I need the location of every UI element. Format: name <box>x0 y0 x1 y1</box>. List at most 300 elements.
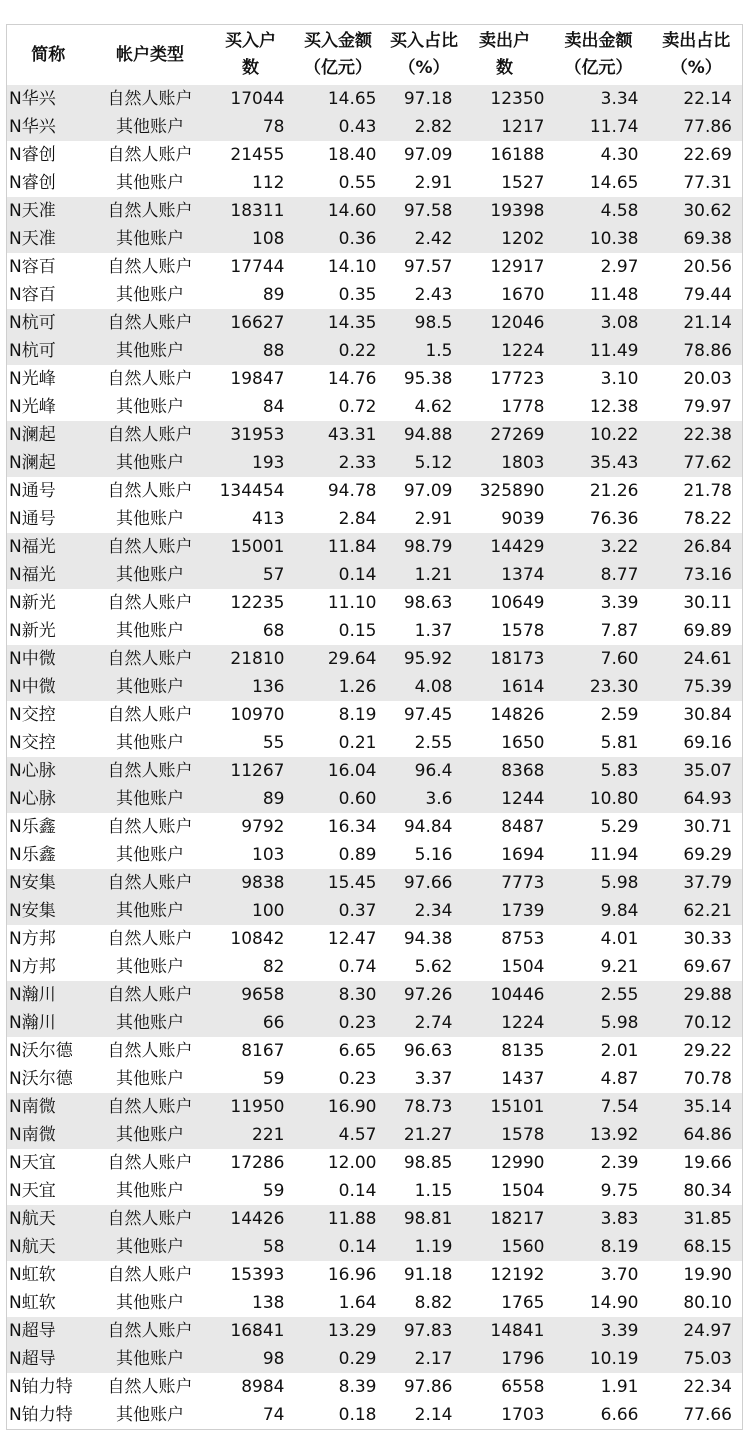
cell-sell-share: 31.85 <box>651 1205 743 1233</box>
cell-short-name: N铂力特 <box>9 1405 73 1425</box>
cell-sell-amount: 11.74 <box>547 113 651 141</box>
table-row <box>7 85 743 113</box>
cell-buy-accounts: 11267 <box>211 757 291 785</box>
cell-sell-share: 30.33 <box>683 929 732 949</box>
cell-buy-share: 94.84 <box>403 817 453 837</box>
cell-sell-accounts: 1504 <box>501 1181 545 1201</box>
table-row <box>7 701 743 729</box>
cell-short-name: N南微 <box>7 1093 90 1121</box>
cell-sell-accounts: 1244 <box>463 785 547 813</box>
cell-buy-accounts: 59 <box>262 1069 285 1089</box>
table-row <box>7 1065 743 1093</box>
cell-sell-accounts: 1224 <box>463 337 547 365</box>
cell-sell-share: 80.34 <box>683 1181 732 1201</box>
table-row <box>7 1149 743 1177</box>
header-sell-amount-line-1: 卖出金额 <box>564 31 633 51</box>
table-row <box>7 281 743 309</box>
cell-buy-share: 97.66 <box>386 869 463 897</box>
table-row <box>7 1037 743 1065</box>
cell-short-name: N澜起 <box>7 449 90 477</box>
cell-sell-amount: 12.38 <box>589 397 639 417</box>
cell-buy-amount: 0.35 <box>338 285 377 305</box>
cell-buy-accounts: 31953 <box>211 421 291 449</box>
cell-buy-amount: 1.26 <box>291 673 386 701</box>
cell-sell-share: 69.29 <box>683 845 732 865</box>
cell-buy-amount: 0.14 <box>291 561 386 589</box>
cell-short-name: N福光 <box>7 533 90 561</box>
cell-buy-amount: 0.18 <box>338 1405 377 1425</box>
cell-short-name: N中微 <box>7 645 90 673</box>
cell-buy-amount: 0.55 <box>338 173 377 193</box>
cell-buy-accounts: 21810 <box>211 645 291 673</box>
cell-short-name: N安集 <box>7 869 90 897</box>
cell-short-name: N虹软 <box>9 1293 56 1313</box>
cell-short-name: N航天 <box>7 1233 90 1261</box>
cell-buy-accounts: 11950 <box>211 1093 291 1121</box>
cell-sell-share: 30.11 <box>683 593 732 613</box>
cell-sell-amount: 76.36 <box>589 509 639 529</box>
cell-account-type: 自然人账户 <box>107 481 193 501</box>
header-sell-amount-line-2: （亿元） <box>564 58 633 78</box>
cell-buy-share: 95.92 <box>386 645 463 673</box>
cell-sell-amount: 5.98 <box>547 869 651 897</box>
cell-buy-share: 98.79 <box>386 533 463 561</box>
cell-short-name: N心脉 <box>7 757 90 785</box>
cell-short-name: N睿创 <box>9 173 56 193</box>
cell-sell-share: 64.93 <box>651 785 743 813</box>
header-buy-amount-line-2: （亿元） <box>304 58 372 78</box>
cell-sell-accounts: 1796 <box>463 1345 547 1373</box>
cell-sell-accounts: 1778 <box>501 397 545 417</box>
cell-buy-amount: 0.23 <box>291 1009 386 1037</box>
cell-buy-accounts: 58 <box>211 1233 291 1261</box>
table-row <box>7 1373 743 1401</box>
cell-buy-share: 91.18 <box>403 1265 453 1285</box>
cell-sell-accounts: 325890 <box>479 481 545 501</box>
cell-buy-accounts: 15393 <box>230 1265 285 1285</box>
cell-sell-accounts: 10649 <box>490 593 545 613</box>
cell-sell-accounts: 1504 <box>501 957 545 977</box>
cell-buy-amount: 29.64 <box>291 645 386 673</box>
cell-sell-share: 22.14 <box>651 85 743 113</box>
cell-account-type: 自然人账户 <box>107 1153 193 1173</box>
cell-sell-amount: 4.01 <box>600 929 639 949</box>
cell-buy-share: 97.45 <box>403 705 453 725</box>
table-row <box>7 449 743 477</box>
cell-sell-share: 21.14 <box>651 309 743 337</box>
cell-buy-accounts: 82 <box>262 957 285 977</box>
cell-short-name: N中微 <box>7 673 90 701</box>
cell-buy-amount: 0.43 <box>291 113 386 141</box>
cell-buy-accounts: 9838 <box>211 869 291 897</box>
cell-sell-amount: 8.77 <box>547 561 651 589</box>
cell-sell-accounts: 27269 <box>463 421 547 449</box>
cell-buy-share: 2.43 <box>414 285 453 305</box>
cell-sell-accounts: 14826 <box>490 705 545 725</box>
table-row <box>7 421 743 449</box>
cell-buy-accounts: 74 <box>262 1405 285 1425</box>
cell-sell-accounts: 1217 <box>463 113 547 141</box>
cell-account-type: 其他账户 <box>90 1345 211 1373</box>
cell-sell-accounts: 1739 <box>463 897 547 925</box>
cell-account-type: 自然人账户 <box>90 757 211 785</box>
cell-buy-accounts: 15001 <box>211 533 291 561</box>
cell-account-type: 自然人账户 <box>90 309 211 337</box>
cell-buy-share: 8.82 <box>414 1293 453 1313</box>
cell-sell-amount: 10.80 <box>547 785 651 813</box>
cell-sell-amount: 5.81 <box>600 733 639 753</box>
header-short-name <box>7 25 90 86</box>
cell-buy-accounts: 78 <box>211 113 291 141</box>
cell-sell-share: 70.78 <box>683 1069 732 1089</box>
cell-buy-accounts: 134454 <box>219 481 285 501</box>
cell-buy-amount: 0.23 <box>338 1069 377 1089</box>
cell-account-type: 其他账户 <box>116 285 184 305</box>
cell-buy-amount: 14.65 <box>291 85 386 113</box>
cell-buy-share: 97.86 <box>403 1377 453 1397</box>
header-sell-amount <box>547 25 651 86</box>
table-row <box>7 1009 743 1037</box>
cell-short-name: N光峰 <box>9 369 56 389</box>
cell-buy-accounts: 9792 <box>241 817 285 837</box>
cell-buy-amount: 6.65 <box>338 1041 377 1061</box>
cell-account-type: 自然人账户 <box>90 645 211 673</box>
cell-sell-share: 77.86 <box>651 113 743 141</box>
cell-short-name: N南微 <box>7 1121 90 1149</box>
cell-sell-accounts: 1527 <box>501 173 545 193</box>
cell-buy-accounts: 9658 <box>211 981 291 1009</box>
cell-short-name: N睿创 <box>9 145 56 165</box>
header-buy-share-line-2: （%） <box>398 58 450 78</box>
cell-buy-share: 98.85 <box>403 1153 453 1173</box>
cell-buy-accounts: 413 <box>252 509 285 529</box>
cell-short-name: N华兴 <box>7 85 90 113</box>
cell-buy-amount: 0.14 <box>291 1233 386 1261</box>
cell-sell-amount: 7.60 <box>547 645 651 673</box>
cell-buy-share: 94.88 <box>386 421 463 449</box>
header-sell-accounts-line-2: 数 <box>496 58 513 78</box>
header-buy-accounts-line-1: 买入户 <box>225 31 276 51</box>
cell-short-name: N心脉 <box>7 785 90 813</box>
cell-account-type: 自然人账户 <box>90 981 211 1009</box>
cell-sell-share: 35.07 <box>651 757 743 785</box>
cell-account-type: 自然人账户 <box>107 369 193 389</box>
cell-sell-share: 70.12 <box>651 1009 743 1037</box>
cell-sell-share: 19.90 <box>683 1265 732 1285</box>
cell-account-type: 自然人账户 <box>107 593 193 613</box>
cell-account-type: 自然人账户 <box>90 197 211 225</box>
cell-buy-share: 95.38 <box>403 369 453 389</box>
cell-sell-accounts: 12917 <box>490 257 545 277</box>
header-row <box>7 25 743 86</box>
cell-sell-accounts: 1694 <box>501 845 545 865</box>
cell-buy-accounts: 98 <box>211 1345 291 1373</box>
cell-sell-share: 35.14 <box>651 1093 743 1121</box>
cell-sell-accounts: 16188 <box>490 145 545 165</box>
cell-sell-share: 22.69 <box>683 145 732 165</box>
cell-buy-share: 3.37 <box>414 1069 453 1089</box>
cell-account-type: 其他账户 <box>90 225 211 253</box>
header-buy-share <box>386 25 463 86</box>
table-row <box>7 813 743 841</box>
cell-sell-accounts: 14429 <box>463 533 547 561</box>
cell-buy-share: 97.83 <box>386 1317 463 1345</box>
cell-sell-amount: 2.97 <box>600 257 639 277</box>
cell-short-name: N超导 <box>7 1345 90 1373</box>
cell-sell-amount: 3.10 <box>600 369 639 389</box>
table-row <box>7 477 743 505</box>
cell-sell-amount: 7.54 <box>547 1093 651 1121</box>
cell-sell-share: 24.97 <box>651 1317 743 1345</box>
cell-sell-accounts: 18217 <box>463 1205 547 1233</box>
cell-sell-amount: 3.08 <box>547 309 651 337</box>
header-sell-accounts <box>463 25 547 86</box>
cell-account-type: 其他账户 <box>90 113 211 141</box>
cell-buy-accounts: 57 <box>211 561 291 589</box>
cell-buy-amount: 2.33 <box>291 449 386 477</box>
cell-sell-accounts: 12350 <box>463 85 547 113</box>
cell-sell-amount: 4.30 <box>600 145 639 165</box>
table-row <box>7 897 743 925</box>
cell-buy-amount: 0.14 <box>338 1181 377 1201</box>
cell-sell-amount: 5.98 <box>547 1009 651 1037</box>
cell-buy-amount: 0.15 <box>338 621 377 641</box>
cell-short-name: N通号 <box>9 509 56 529</box>
cell-buy-amount: 2.84 <box>338 509 377 529</box>
cell-buy-share: 3.6 <box>386 785 463 813</box>
cell-buy-share: 97.09 <box>403 145 453 165</box>
cell-buy-amount: 8.30 <box>291 981 386 1009</box>
cell-short-name: N乐鑫 <box>9 817 56 837</box>
cell-buy-amount: 0.72 <box>338 397 377 417</box>
table-row <box>7 393 743 421</box>
cell-account-type: 自然人账户 <box>107 705 193 725</box>
table-row <box>7 365 743 393</box>
cell-buy-share: 1.5 <box>386 337 463 365</box>
cell-buy-accounts: 10842 <box>230 929 285 949</box>
table-row <box>7 1401 743 1430</box>
cell-buy-share: 2.55 <box>414 733 453 753</box>
cell-buy-amount: 0.36 <box>291 225 386 253</box>
cell-short-name: N交控 <box>9 733 56 753</box>
cell-buy-accounts: 112 <box>252 173 285 193</box>
cell-buy-share: 97.18 <box>386 85 463 113</box>
cell-buy-accounts: 100 <box>211 897 291 925</box>
table-row <box>7 869 743 897</box>
header-short-name-line-1: 简称 <box>31 44 66 65</box>
cell-short-name: N新光 <box>9 621 56 641</box>
cell-account-type: 其他账户 <box>116 1293 184 1313</box>
cell-sell-amount: 3.39 <box>547 1317 651 1345</box>
cell-short-name: N方邦 <box>9 957 56 977</box>
cell-short-name: N光峰 <box>9 397 56 417</box>
cell-sell-amount: 7.87 <box>600 621 639 641</box>
cell-account-type: 自然人账户 <box>107 1041 193 1061</box>
cell-buy-share: 4.62 <box>414 397 453 417</box>
cell-account-type: 自然人账户 <box>107 1265 193 1285</box>
table-row <box>7 617 743 645</box>
cell-account-type: 其他账户 <box>90 561 211 589</box>
cell-account-type: 其他账户 <box>90 449 211 477</box>
cell-buy-amount: 12.00 <box>327 1153 377 1173</box>
cell-short-name: N天宜 <box>9 1181 56 1201</box>
cell-sell-share: 20.56 <box>683 257 732 277</box>
cell-sell-share: 77.31 <box>683 173 732 193</box>
cell-sell-accounts: 17723 <box>490 369 545 389</box>
table-row <box>7 1177 743 1205</box>
cell-sell-amount: 4.87 <box>600 1069 639 1089</box>
table-row <box>7 589 743 617</box>
cell-sell-accounts: 1224 <box>463 1009 547 1037</box>
header-buy-accounts-line-2: 数 <box>242 58 259 78</box>
table-row <box>7 561 743 589</box>
table-row <box>7 141 743 169</box>
cell-sell-share: 29.88 <box>651 981 743 1009</box>
cell-buy-share: 2.91 <box>414 173 453 193</box>
cell-sell-share: 29.22 <box>683 1041 732 1061</box>
cell-sell-accounts: 1670 <box>501 285 545 305</box>
cell-buy-amount: 11.88 <box>291 1205 386 1233</box>
cell-account-type: 其他账户 <box>90 1009 211 1037</box>
header-sell-share <box>651 25 743 86</box>
cell-sell-share: 69.67 <box>683 957 732 977</box>
table-row <box>7 925 743 953</box>
cell-account-type: 自然人账户 <box>90 1317 211 1345</box>
table-row <box>7 1093 743 1121</box>
cell-short-name: N澜起 <box>7 421 90 449</box>
cell-buy-amount: 0.21 <box>338 733 377 753</box>
cell-buy-share: 97.58 <box>386 197 463 225</box>
cell-account-type: 自然人账户 <box>107 257 193 277</box>
cell-account-type: 其他账户 <box>116 845 184 865</box>
cell-buy-accounts: 17744 <box>230 257 285 277</box>
cell-sell-share: 68.15 <box>651 1233 743 1261</box>
cell-sell-share: 77.66 <box>683 1405 732 1425</box>
header-buy-amount-line-1: 买入金额 <box>304 31 372 51</box>
cell-sell-share: 69.16 <box>683 733 732 753</box>
cell-buy-accounts: 14426 <box>211 1205 291 1233</box>
cell-short-name: N容百 <box>9 257 56 277</box>
cell-short-name: N华兴 <box>7 113 90 141</box>
table-row <box>7 337 743 365</box>
cell-buy-amount: 0.60 <box>291 785 386 813</box>
cell-sell-amount: 10.38 <box>547 225 651 253</box>
cell-sell-amount: 11.94 <box>589 845 639 865</box>
cell-sell-amount: 9.84 <box>547 897 651 925</box>
cell-sell-accounts: 6558 <box>501 1377 545 1397</box>
cell-buy-accounts: 221 <box>211 1121 291 1149</box>
cell-buy-amount: 14.10 <box>327 257 377 277</box>
cell-buy-accounts: 193 <box>211 449 291 477</box>
cell-buy-amount: 0.74 <box>338 957 377 977</box>
cell-sell-amount: 13.92 <box>547 1121 651 1149</box>
cell-account-type: 其他账户 <box>90 337 211 365</box>
cell-account-type: 其他账户 <box>116 1069 184 1089</box>
cell-sell-amount: 3.34 <box>547 85 651 113</box>
cell-buy-share: 4.08 <box>386 673 463 701</box>
cell-short-name: N沃尔德 <box>9 1069 73 1089</box>
cell-buy-amount: 16.34 <box>327 817 377 837</box>
cell-buy-accounts: 18311 <box>211 197 291 225</box>
cell-sell-accounts: 1765 <box>501 1293 545 1313</box>
cell-sell-accounts: 8753 <box>501 929 545 949</box>
cell-buy-accounts: 59 <box>262 1181 285 1201</box>
cell-sell-accounts: 12046 <box>463 309 547 337</box>
cell-sell-accounts: 8135 <box>501 1041 545 1061</box>
cell-short-name: N天准 <box>7 225 90 253</box>
cell-sell-accounts: 1803 <box>463 449 547 477</box>
cell-sell-amount: 9.75 <box>600 1181 639 1201</box>
cell-account-type: 其他账户 <box>90 1233 211 1261</box>
cell-sell-accounts: 14841 <box>463 1317 547 1345</box>
cell-account-type: 其他账户 <box>116 397 184 417</box>
cell-short-name: N天宜 <box>9 1153 56 1173</box>
cell-account-type: 自然人账户 <box>107 145 193 165</box>
cell-buy-amount: 16.90 <box>291 1093 386 1121</box>
table-row <box>7 757 743 785</box>
cell-account-type: 其他账户 <box>90 897 211 925</box>
cell-sell-accounts: 1202 <box>463 225 547 253</box>
cell-short-name: N交控 <box>9 705 56 725</box>
cell-buy-accounts: 8167 <box>241 1041 285 1061</box>
cell-short-name: N沃尔德 <box>9 1041 73 1061</box>
cell-sell-accounts: 1578 <box>463 1121 547 1149</box>
cell-buy-share: 2.91 <box>414 509 453 529</box>
cell-buy-amount: 94.78 <box>327 481 377 501</box>
cell-buy-accounts: 10970 <box>230 705 285 725</box>
cell-buy-accounts: 66 <box>211 1009 291 1037</box>
cell-buy-share: 96.63 <box>403 1041 453 1061</box>
cell-sell-accounts: 1650 <box>501 733 545 753</box>
cell-sell-share: 20.03 <box>683 369 732 389</box>
cell-account-type: 其他账户 <box>116 509 184 529</box>
cell-sell-accounts: 1437 <box>501 1069 545 1089</box>
header-sell-share-line-2: （%） <box>670 58 722 78</box>
cell-buy-accounts: 68 <box>262 621 285 641</box>
cell-account-type: 其他账户 <box>116 1181 184 1201</box>
cell-sell-share: 21.78 <box>683 481 732 501</box>
cell-sell-share: 22.34 <box>683 1377 732 1397</box>
table-row <box>7 981 743 1009</box>
cell-short-name: N方邦 <box>9 929 56 949</box>
cell-buy-amount: 43.31 <box>291 421 386 449</box>
cell-buy-amount: 4.57 <box>291 1121 386 1149</box>
table-row <box>7 1289 743 1317</box>
cell-buy-share: 2.34 <box>386 897 463 925</box>
cell-account-type: 其他账户 <box>116 173 184 193</box>
cell-buy-amount: 14.60 <box>291 197 386 225</box>
cell-buy-share: 98.81 <box>386 1205 463 1233</box>
cell-sell-share: 19.66 <box>683 1153 732 1173</box>
cell-sell-share: 64.86 <box>651 1121 743 1149</box>
cell-short-name: N铂力特 <box>9 1377 73 1397</box>
cell-buy-share: 2.74 <box>386 1009 463 1037</box>
cell-sell-amount: 4.58 <box>547 197 651 225</box>
cell-sell-amount: 5.83 <box>547 757 651 785</box>
cell-short-name: N通号 <box>9 481 56 501</box>
cell-buy-accounts: 89 <box>211 785 291 813</box>
cell-buy-share: 98.5 <box>386 309 463 337</box>
cell-buy-amount: 13.29 <box>291 1317 386 1345</box>
header-account-type-line-1: 帐户类型 <box>116 44 184 65</box>
cell-buy-share: 2.17 <box>386 1345 463 1373</box>
cell-buy-amount: 14.76 <box>327 369 377 389</box>
cell-sell-share: 73.16 <box>651 561 743 589</box>
cell-sell-accounts: 15101 <box>463 1093 547 1121</box>
cell-buy-amount: 8.39 <box>338 1377 377 1397</box>
trading-table <box>6 24 743 1430</box>
cell-sell-share: 75.39 <box>651 673 743 701</box>
